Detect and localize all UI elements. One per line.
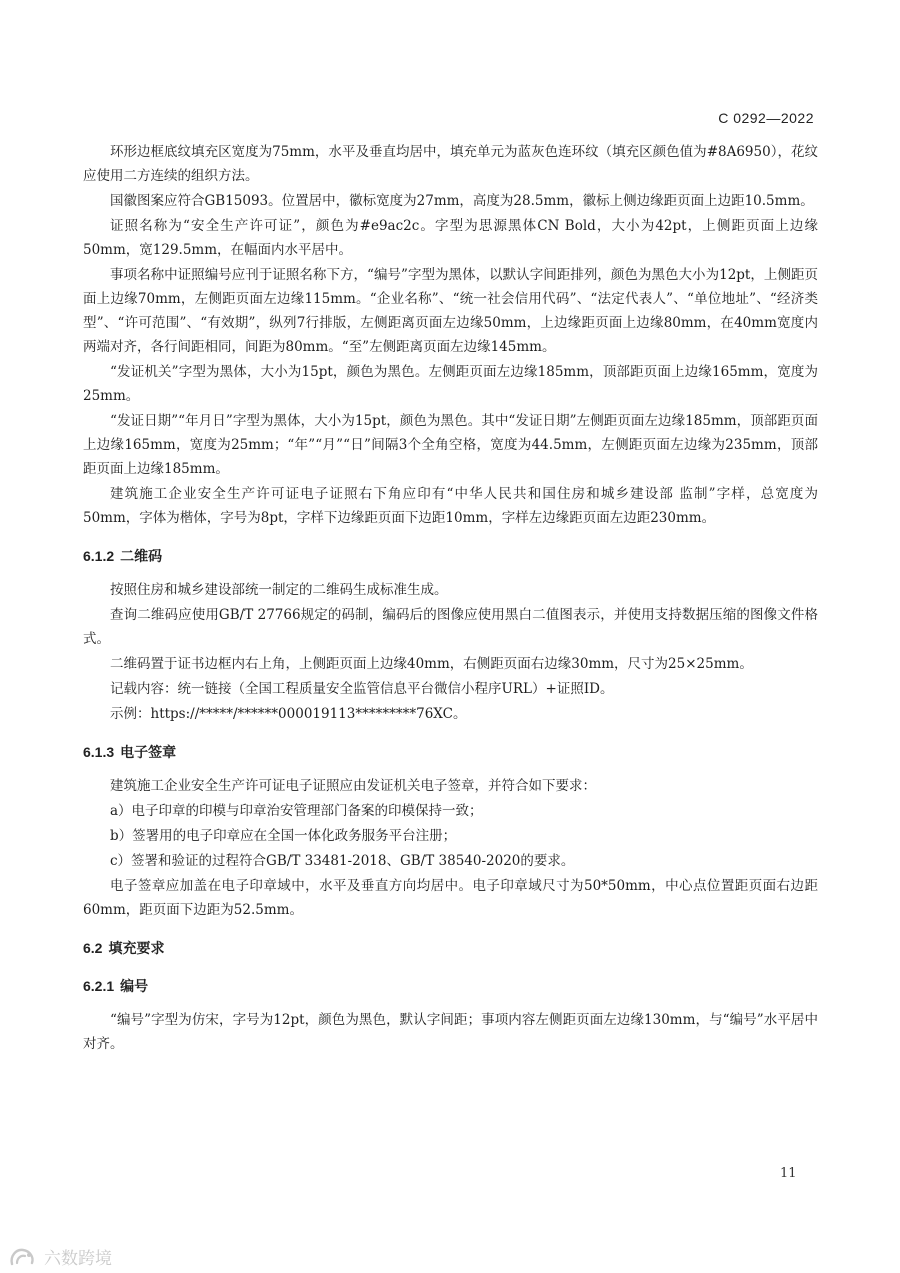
paragraph: 查询二维码应使用GB/T 27766规定的码制，编码后的图像应使用黑白二值图表示，并使用支持数据压缩的图像文件格式。	[83, 607, 818, 647]
paragraph: 建筑施工企业安全生产许可证电子证照应由发证机关电子签章，并符合如下要求：	[110, 778, 596, 794]
page-number: 11	[780, 1166, 797, 1181]
paragraph: 按照住房和城乡建设部统一制定的二维码生成标准生成。	[110, 582, 448, 598]
paragraph: 环形边框底纹填充区宽度为75mm，水平及垂直均居中，填充单元为蓝灰色连环纹（填充区颜色值为#8A6950），花纹应使用二方连续的组织方法。	[83, 144, 818, 184]
paragraph: 建筑施工企业安全生产许可证电子证照右下角应印有“中华人民共和国住房和城乡建设部 监制”字样，总宽度为50mm，字体为楷体，字号为8pt，字样下边缘距页面下边距10mm，字样左边缘距页面左边距230mm。	[83, 486, 818, 526]
section-title: 电子签章	[120, 744, 177, 760]
section-number: 6.1.3	[83, 744, 115, 760]
paragraph: 国徽图案应符合GB15093。位置居中，徽标宽度为27mm，高度为28.5mm，徽标上侧边缘距页面上边距10.5mm。	[110, 193, 814, 209]
paragraph: 事项名称中证照编号应刊于证照名称下方，“编号”字型为黑体，以默认字间距排列，颜色为黑色大小为12pt，上侧距页面上边缘70mm，左侧距页面左边缘115mm。“企业名称”、“统一社会信用代码”、“法定代表人”、“单位地址”、“经济类型”、“许可范围”、“有效期”，纵列7行排版，左侧距离页面左边缘50mm，上边缘距页面上边缘80mm，在40mm宽度内两端对齐，各行间距相同，间距为80mm。“至”左侧距离页面左边缘145mm。	[83, 267, 818, 355]
example-paragraph: 示例：https://*****/******000019113*********76XC。	[110, 706, 467, 722]
section-title: 编号	[120, 978, 149, 994]
paragraph: “发证机关”字型为黑体，大小为15pt，颜色为黑色。左侧距页面左边缘185mm，顶部距页面上边缘165mm，宽度为25mm。	[83, 364, 818, 404]
document-body	[83, 140, 818, 1057]
paragraph: “编号”字型为仿宋，字号为12pt，颜色为黑色，默认字间距；事项内容左侧距页面左边缘130mm，与“编号”水平居中对齐。	[83, 1012, 818, 1052]
paragraph: 二维码置于证书边框内右上角，上侧距页面上边缘40mm，右侧距页面右边缘30mm，尺寸为25×25mm。	[110, 656, 753, 672]
paragraph: 电子签章应加盖在电子印章域中，水平及垂直方向均居中。电子印章域尺寸为50*50mm，中心点位置距页面右边距60mm，距页面下边距为52.5mm。	[83, 878, 818, 918]
list-item: a）电子印章的印模与印章治安管理部门备案的印模保持一致；	[110, 803, 483, 819]
section-heading-6-2-1	[83, 974, 818, 998]
section-heading-6-2	[83, 936, 818, 960]
section-title: 填充要求	[108, 940, 165, 956]
watermark-text: 六数跨境	[44, 1249, 112, 1269]
paragraph: 记载内容：统一链接（全国工程质量安全监管信息平台微信小程序URL）+证照ID。	[110, 681, 614, 697]
document-code: C 0292—2022	[718, 110, 814, 126]
list-item: c）签署和验证的过程符合GB/T 33481-2018、GB/T 38540-2020的要求。	[110, 853, 575, 869]
section-heading-6-1-3	[83, 740, 818, 764]
section-title: 二维码	[120, 548, 163, 564]
paragraph: “发证日期”“年月日”字型为黑体，大小为15pt，颜色为黑色。其中“发证日期”左侧距页面左边缘185mm，顶部距页面上边缘165mm，宽度为25mm；“年”“月”“日”间隔3个全角空格，宽度为44.5mm，左侧距页面左边缘为235mm，顶部距页面上边缘185mm。	[83, 413, 818, 477]
brand-logo-icon	[8, 1246, 38, 1268]
section-heading-6-1-2	[83, 544, 818, 568]
section-number: 6.1.2	[83, 548, 115, 564]
section-number: 6.2	[83, 940, 103, 956]
watermark	[8, 1244, 112, 1269]
section-number: 6.2.1	[83, 978, 115, 994]
list-item: b）签署用的电子印章应在全国一体化政务服务平台注册；	[110, 828, 457, 844]
paragraph: 证照名称为“安全生产许可证”，颜色为#e9ac2c。字型为思源黑体CN Bold，大小为42pt，上侧距页面上边缘50mm，宽129.5mm，在幅面内水平居中。	[83, 218, 818, 258]
